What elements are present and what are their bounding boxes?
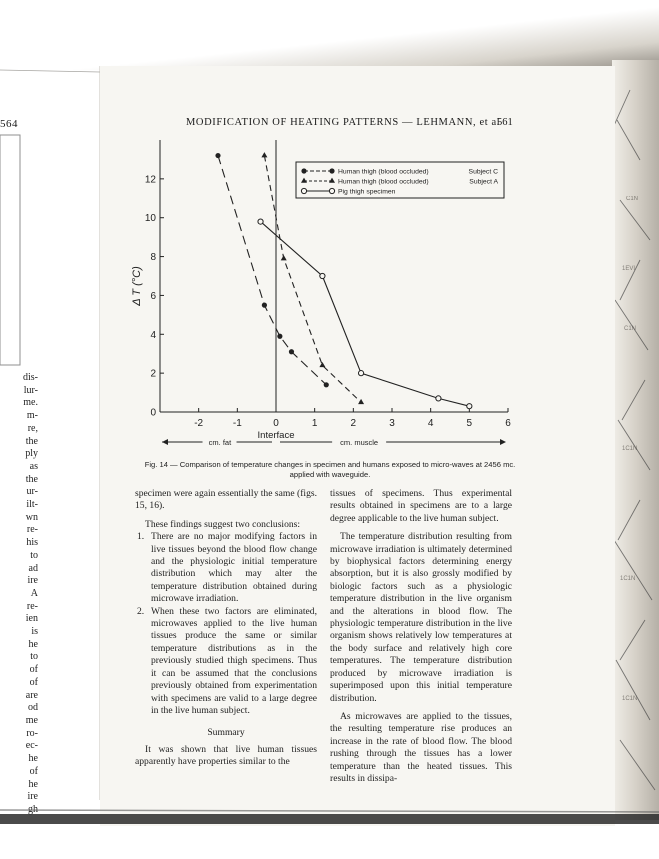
margin-fragment: are: [25, 689, 38, 701]
figure-caption: Fig. 14 — Comparison of temperature changes in specimen and humans exposed to micro-waves at 2456 mc. applied with waveguide.: [144, 460, 516, 479]
margin-fragment: m-: [26, 410, 38, 422]
svg-text:C1N: C1N: [626, 196, 639, 202]
margin-fragment: me: [25, 714, 38, 726]
margin-fragment: he: [28, 638, 38, 650]
margin-fragment: wn: [25, 511, 38, 523]
y-tick-label: 12: [144, 174, 156, 186]
x-tick-label: 6: [505, 418, 511, 429]
data-point: [329, 188, 334, 193]
data-point: [258, 219, 263, 224]
data-point: [262, 303, 267, 308]
margin-fragment: re-: [26, 524, 38, 536]
margin-fragment: re,: [27, 422, 38, 434]
margin-fragment: od: [28, 702, 38, 714]
data-point: [467, 404, 472, 409]
margin-fragment: to: [30, 549, 38, 561]
margin-fragment: of: [29, 676, 38, 688]
margin-fragment: the: [25, 435, 38, 447]
series-3: [258, 219, 472, 409]
y-tick-label: 6: [150, 290, 156, 302]
x-tick-label: 2: [350, 418, 357, 429]
y-axis-label: Δ T (°C): [131, 266, 143, 306]
x-tick-label: 3: [389, 418, 395, 429]
legend-label: Pig thigh specimen: [338, 188, 396, 196]
margin-fragment: is: [31, 626, 38, 638]
svg-text:1C1N: 1C1N: [622, 696, 638, 702]
data-point: [261, 152, 267, 157]
x-tick-label: -1: [232, 418, 242, 429]
margin-fragment: ec-: [25, 740, 38, 752]
data-point: [320, 273, 325, 278]
margin-fragment: his: [26, 537, 38, 549]
margin-fragment: ire: [27, 575, 38, 587]
y-tick-label: 4: [150, 329, 156, 341]
y-tick-label: 0: [150, 407, 156, 419]
page-number: 561: [497, 117, 513, 128]
svg-text:1C1N: 1C1N: [622, 446, 638, 452]
legend-subject: Subject C: [468, 168, 498, 176]
running-head: MODIFICATION OF HEATING PATTERNS — LEHMANN, et al: [186, 117, 501, 128]
paragraph: specimen were again essentially the same (figs. 15, 16).: [135, 488, 317, 512]
fat-region-label: cm. fat: [208, 438, 232, 447]
margin-fragment: as: [29, 460, 38, 472]
margin-fragment: of: [29, 664, 38, 676]
margin-fragment: re-: [26, 600, 38, 612]
margin-fragment: ply: [25, 448, 38, 460]
y-tick-label: 2: [150, 368, 156, 380]
margin-fragment: ilt-: [26, 499, 38, 511]
margin-fragment: to: [30, 651, 38, 663]
data-point: [289, 349, 294, 354]
data-point: [324, 382, 329, 387]
arrowhead-icon: [500, 439, 506, 445]
data-point: [436, 396, 441, 401]
svg-text:1EVI: 1EVI: [622, 266, 636, 272]
x-tick-label: 5: [466, 418, 473, 429]
margin-fragment: he: [28, 753, 38, 765]
paragraph: It was shown that live human tissues apparently have properties similar to the: [135, 743, 317, 768]
y-tick-label: 8: [150, 252, 156, 264]
list-item-text: There are no major modifying factors in live tissues beyond the blood flow change and the physiologic initial temperature distribution which may alter the temperature distribution obtained during microwave irradiation.: [151, 531, 317, 605]
margin-fragment: dis-: [23, 372, 38, 383]
muscle-region-label: cm. muscle: [340, 438, 379, 447]
list-item-number: 2.: [137, 605, 145, 617]
list-item: [135, 531, 317, 605]
list-item-text: When these two factors are eliminated, microwaves applied to the live human tissues produce the same or similar temperature distributions as in the previously studied thigh specimens. Thus it can be assumed that the conclusions previously obtained from experimentation with specimens are valid to a large degree in the live human subject.: [151, 605, 317, 716]
right-column: [330, 488, 512, 785]
margin-fragment: ad: [28, 562, 38, 574]
x-axis-label: Interface: [257, 430, 295, 441]
data-point: [301, 168, 306, 173]
data-point: [301, 188, 306, 193]
arrowhead-icon: [162, 439, 168, 445]
series-line: [261, 222, 470, 407]
margin-fragment: the: [25, 473, 38, 485]
left-page-number: 564: [0, 118, 18, 130]
margin-fragment: lur-: [23, 384, 38, 396]
svg-text:1C1N: 1C1N: [620, 576, 636, 582]
margin-fragment: of: [29, 765, 38, 777]
margin-fragment: ro-: [26, 727, 38, 739]
scan-bottom-edge: [0, 806, 659, 824]
x-tick-label: 4: [427, 418, 434, 429]
paragraph: As microwaves are applied to the tissues, the resulting temperature rise produces an increase in the rate of blood flow. The blood rushing through the tissues has a lower temperature than the heated tissues. This results in dissipa-: [330, 710, 512, 784]
data-point: [358, 399, 364, 404]
y-tick-label: 10: [144, 213, 156, 225]
margin-fragment: ire: [27, 791, 38, 803]
chart-legend: [296, 162, 504, 198]
legend-label: Human thigh (blood occluded): [338, 168, 429, 176]
left-column: [135, 488, 317, 769]
margin-fragment: ur-: [26, 486, 38, 498]
data-point: [319, 362, 325, 367]
summary-heading: Summary: [207, 727, 245, 739]
data-point: [358, 371, 363, 376]
margin-fragment: he: [28, 778, 38, 790]
margin-fragment: me.: [23, 397, 38, 409]
paragraph: The temperature distribution resulting from microwave irradiation is ultimately determined by biophysical factors determining energy absorption, but it is also grossly modified by biologic factors such as a physiologic temperature distribution in the live organism and the alterations in blood flow. The physiologic temperature distribution in the live organism shows relatively low temperatures at the body surface and relatively high core temperatures. The temperature distribution produced by microwave irradiation is superimposed upon this initial temperature distribution.: [330, 531, 512, 704]
list-item: [135, 606, 317, 718]
margin-fragment: ien: [25, 613, 38, 625]
svg-text:C1N: C1N: [624, 326, 637, 332]
legend-label: Human thigh (blood occluded): [338, 178, 429, 186]
margin-fragment: A: [30, 587, 38, 599]
x-tick-label: 0: [273, 418, 279, 429]
x-tick-label: -2: [194, 418, 204, 429]
data-point: [281, 255, 287, 260]
legend-subject: Subject A: [469, 178, 498, 186]
paragraph: These findings suggest two conclusions:: [145, 518, 301, 530]
x-tick-label: 1: [311, 418, 318, 429]
conclusions-list: [135, 531, 317, 717]
paragraph: tissues of specimens. Thus experimental results obtained in specimens are to a large degree applicable to the live human subject.: [330, 488, 512, 524]
data-point: [329, 168, 334, 173]
list-item-number: 1.: [137, 531, 145, 543]
data-point: [277, 334, 282, 339]
data-point: [215, 153, 220, 158]
